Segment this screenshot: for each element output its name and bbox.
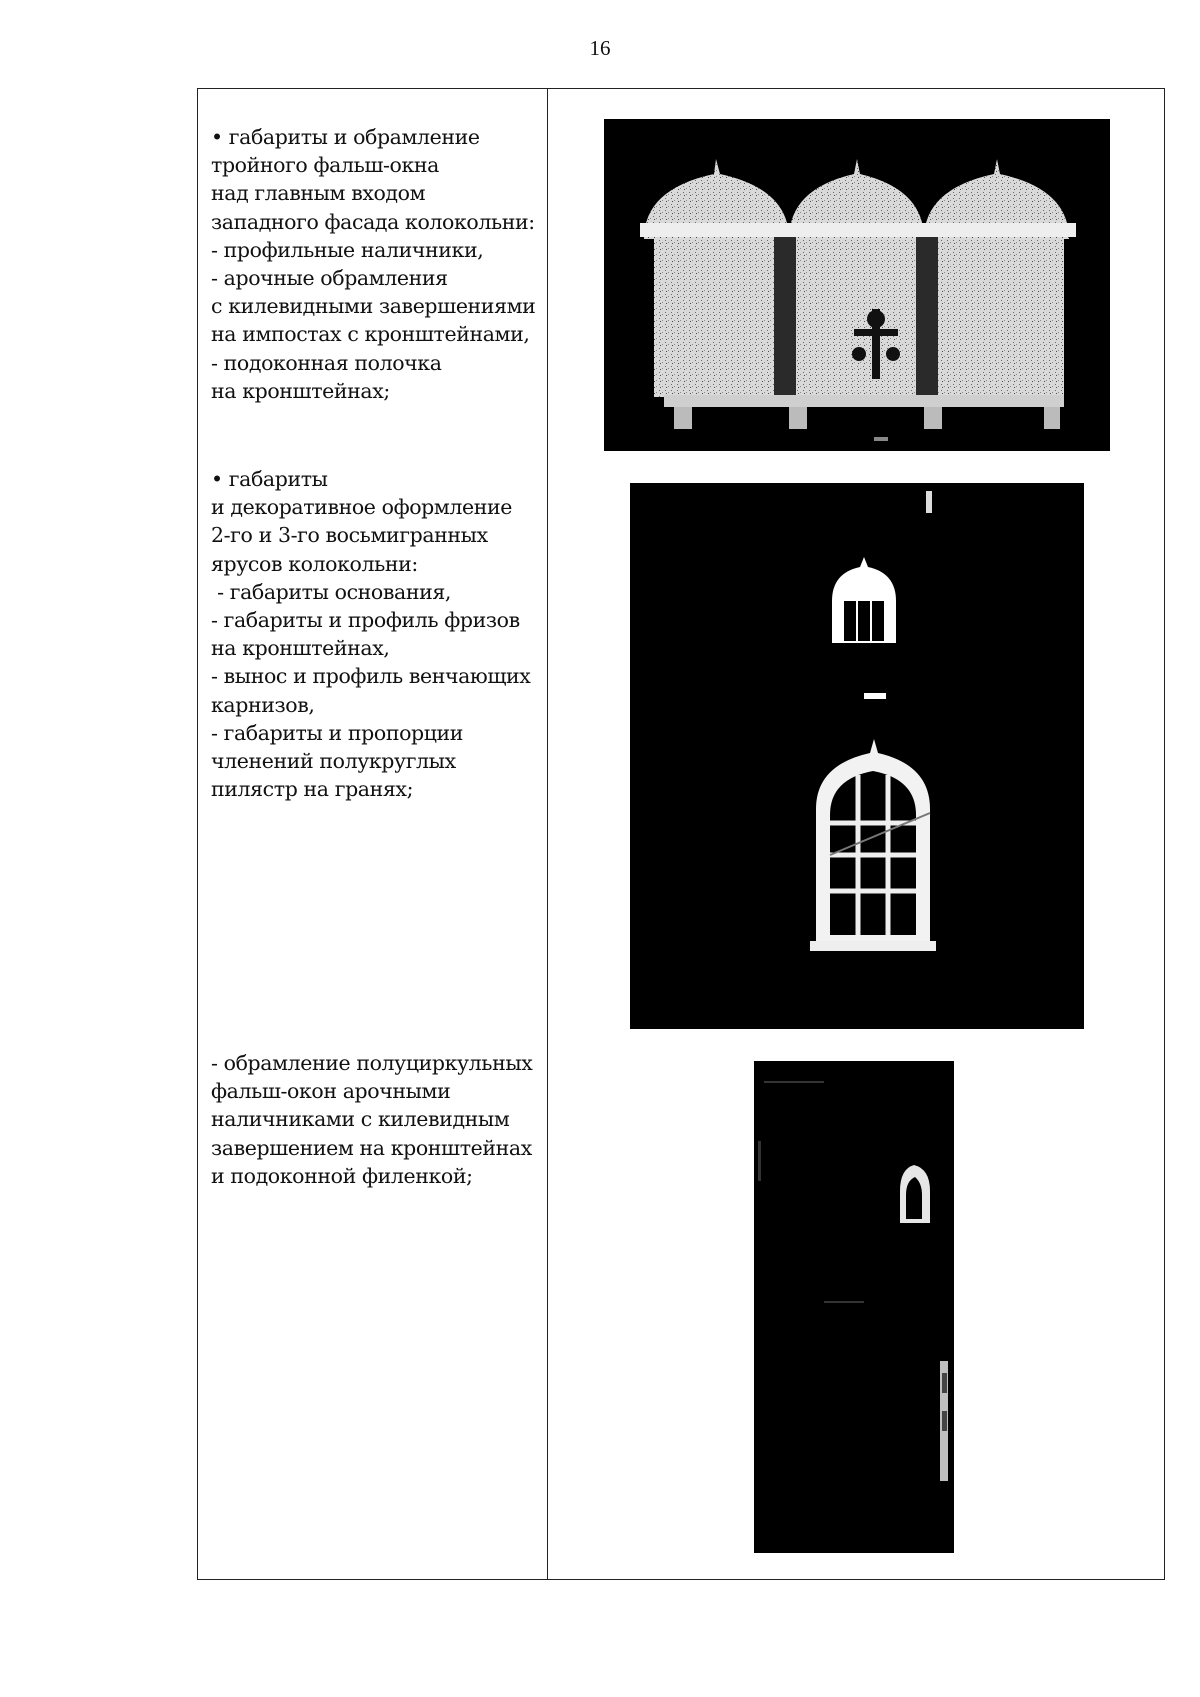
text-line: карнизов, <box>211 692 315 717</box>
text-line: членений полукруглых <box>211 749 456 774</box>
text-line: - подоконная полочка <box>211 350 442 375</box>
text-line: завершением на кронштейнах <box>211 1135 532 1160</box>
text-line: пилястр на гранях; <box>211 777 414 802</box>
text-line: - габариты и профиль фризов <box>211 608 520 633</box>
text-line: над главным входом <box>211 181 426 206</box>
text-line: - габариты основания, <box>211 579 452 604</box>
text-line: наличниками с килевидным <box>211 1107 510 1132</box>
row-1-description <box>211 123 541 405</box>
column-divider <box>547 89 548 1579</box>
description-table <box>197 88 1165 1580</box>
row-2-description <box>211 465 541 803</box>
text-line: - вынос и профиль венчающих <box>211 664 531 689</box>
text-line: - профильные наличники, <box>211 237 484 262</box>
photo-octagonal-tiers <box>630 483 1084 1029</box>
text-line: • габариты <box>211 467 328 491</box>
text-line: и декоративное оформление <box>211 495 513 520</box>
photo-triple-false-window <box>604 119 1110 451</box>
text-line: 2-го и 3-го восьмигранных <box>211 523 488 548</box>
text-line: западного фасада колокольни: <box>211 209 535 234</box>
text-line: - арочные обрамления <box>211 266 448 291</box>
text-line: и подоконной филенкой; <box>211 1163 473 1188</box>
row-3-description <box>211 1049 541 1190</box>
text-line: • габариты и обрамление <box>211 125 480 149</box>
text-line: ярусов колокольни: <box>211 551 418 576</box>
text-line: на кронштейнах; <box>211 378 390 403</box>
text-line: - габариты и пропорции <box>211 720 464 745</box>
photo-semicircular-false-windows <box>754 1061 954 1553</box>
text-line: тройного фальш-окна <box>211 153 439 178</box>
text-line: фальш-окон арочными <box>211 1079 451 1104</box>
text-line: на импостах с кронштейнами, <box>211 322 530 347</box>
text-line: - обрамление полуциркульных <box>211 1051 533 1075</box>
text-line: с килевидными завершениями <box>211 294 536 319</box>
text-line: на кронштейнах, <box>211 636 390 661</box>
page-number: 16 <box>589 36 611 60</box>
